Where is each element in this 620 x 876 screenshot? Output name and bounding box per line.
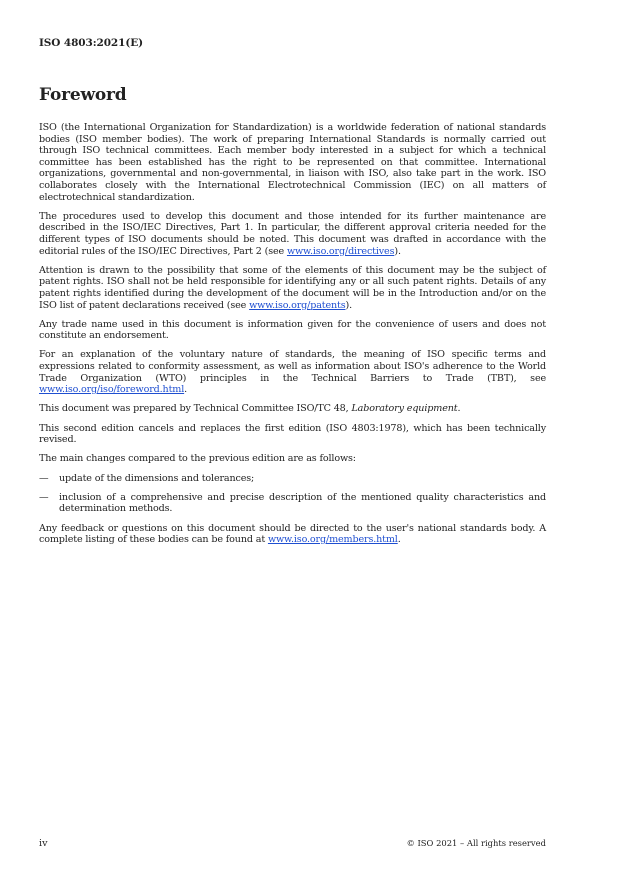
paragraph-text: The procedures used to develop this document and those intended for its further maintenance are described in the ISO/IEC Directives, Part 1. In particular, the different approval criteria needed for the different types of ISO documents should be noted. This document was drafted in accordance with the editorial rules of the ISO/IEC Directives, Part 2 (see: [39, 210, 546, 257]
paragraph-text: .: [397, 534, 401, 546]
page-number: iv: [39, 838, 48, 849]
dash-bullet-icon: —: [39, 472, 49, 484]
paragraph-text: Any feedback or questions on this document should be directed to the user's national standards body. A complete listing of these bodies can be found at: [39, 522, 546, 546]
list-item: [39, 473, 546, 485]
paragraph-text: Attention is drawn to the possibility that some of the elements of this document may be the subject of patent rights. ISO shall not be held responsible for identifying any or all such patent rights. Details of any patent rights identified during the development of the document will be in the Introduction and/or on the ISO list of patent declarations received (see: [39, 264, 546, 311]
paragraph-feedback: [39, 523, 546, 546]
paragraph-text: This document was prepared by Technical Committee ISO/TC 48,: [39, 403, 352, 415]
dash-bullet-icon: —: [39, 491, 49, 503]
paragraph-text: ).: [394, 245, 401, 257]
copyright-notice: © ISO 2021 – All rights reserved: [406, 838, 546, 848]
paragraph-trade-name: Any trade name used in this document is information given for the convenience of users and does not constitute an endorsement.: [39, 318, 546, 342]
foreword-body: [39, 122, 546, 553]
link-foreword[interactable]: www.iso.org/iso/foreword.html: [39, 384, 185, 396]
paragraph-committee: [39, 403, 546, 415]
document-id-header: ISO 4803:2021(E): [39, 37, 143, 49]
list-item: [39, 492, 546, 515]
paragraph-text: .: [457, 403, 461, 415]
committee-name: Laboratory equipment: [351, 403, 458, 415]
paragraph-iso-overview: ISO (the International Organization for Standardization) is a worldwide federation of national standards bodies (ISO member bodies). The work of preparing International Standards is normally carried out through ISO technical committees. Each member body interested in a subject for which a technical committee has been established has the right to be represented on that committee. International organizations, governmental and non-governmental, in liaison with ISO, also take part in the work. ISO collaborates closely with the International Electrotechnical Commission (IEC) on all matters of electrotechnical standardization.: [39, 122, 546, 203]
page-title: Foreword: [39, 85, 127, 105]
paragraph-text: ).: [345, 299, 353, 311]
link-directives[interactable]: www.iso.org/directives: [286, 245, 395, 257]
list-item-text: inclusion of a comprehensive and precise description of the mentioned quality characteristics and determination methods.: [59, 491, 546, 515]
paragraph-text: For an explanation of the voluntary nature of standards, the meaning of ISO specific terms and expressions related to conformity assessment, as well as information about ISO's adherence to the World Trade Organization (WTO) principles in the Technical Barriers to Trade (TBT), see: [39, 349, 546, 384]
link-patents[interactable]: www.iso.org/patents: [249, 299, 346, 311]
list-item-text: update of the dimensions and tolerances;: [59, 472, 255, 484]
paragraph-edition: This second edition cancels and replaces the first edition (ISO 4803:1978), which has been technically revised.: [39, 422, 546, 446]
paragraph-text: .: [184, 384, 188, 396]
paragraph-voluntary-nature: [39, 349, 546, 395]
paragraph-patents: [39, 265, 546, 311]
paragraph-procedures: [39, 211, 546, 257]
link-members[interactable]: www.iso.org/members.html: [267, 534, 398, 546]
paragraph-changes-intro: The main changes compared to the previous edition are as follows:: [39, 453, 356, 465]
